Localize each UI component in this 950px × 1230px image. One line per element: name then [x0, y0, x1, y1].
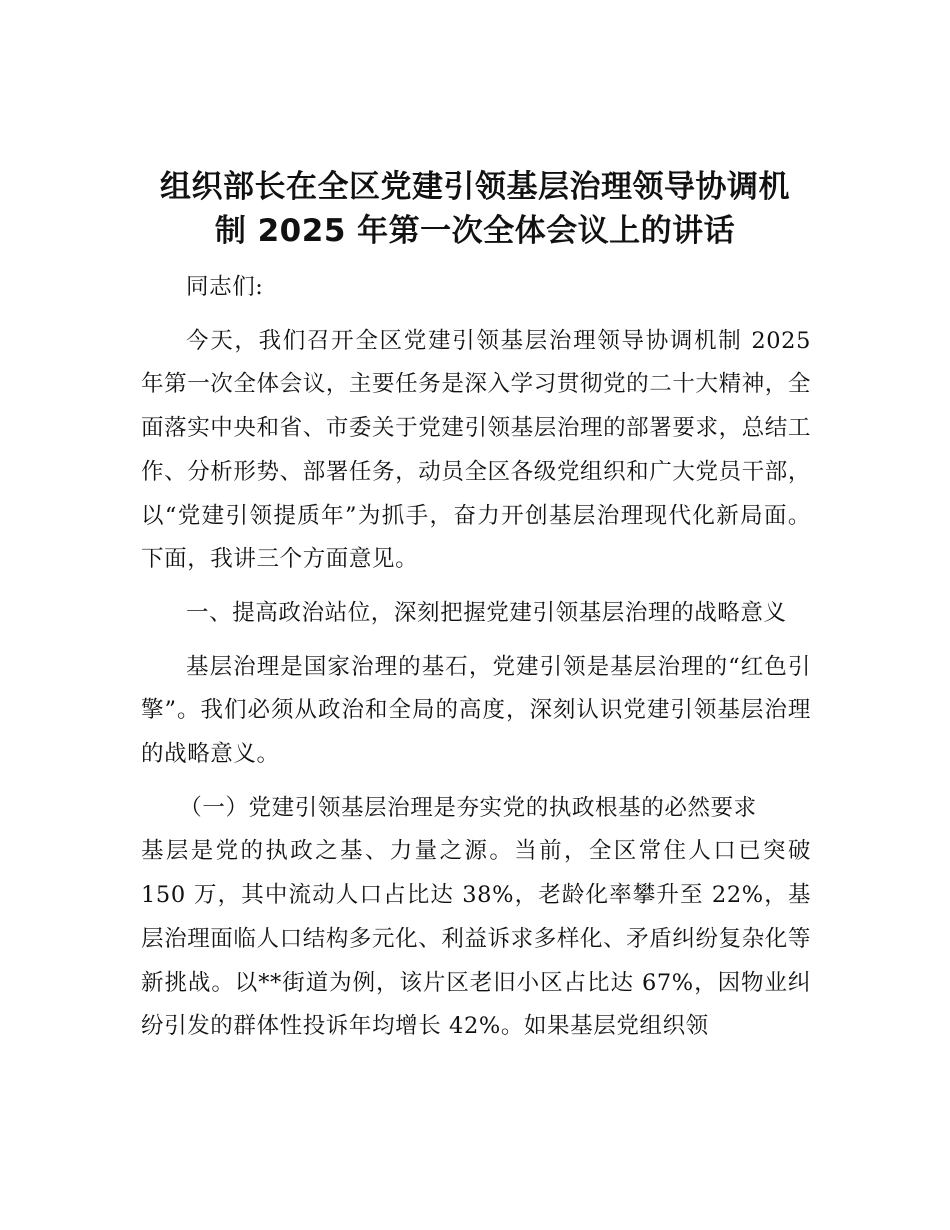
paragraph-subsection-body: 基层是党的执政之基、力量之源。当前，全区常住人口已突破 150 万，其中流动人口占比达 38%，老龄化率攀升至 22%，基层治理面临人口结构多元化、利益诉求多样化、矛盾纠纷复杂化等新挑战。以**街道为例，该片区老旧小区占比达 67%，因物业纠纷引发的群体性投诉年均增长 42%。如果基层党组织领 — [141, 838, 811, 1040]
document-title — [140, 165, 810, 253]
paragraph-section-intro: 基层治理是国家治理的基石，党建引领是基层治理的“红色引擎”。我们必须从政治和全局的高度，深刻认识党建引领基层治理的战略意义。 — [141, 653, 811, 768]
section-heading-1: 一、提高政治站位，深刻把握党建引领基层治理的战略意义 — [186, 599, 787, 626]
paragraph-opening: 今天，我们召开全区党建引领基层治理领导协调机制 2025 年第一次全体会议，主要任务是深入学习贯彻党的二十大精神，全面落实中央和省、市委关于党建引领基层治理的部署要求，总结工作、分析形势、部署任务，动员全区各级党组织和广大党员干部，以“党建引领提质年”为抓手，奋力开创基层治理现代化新局面。下面，我讲三个方面意见。 — [141, 327, 811, 573]
document-body — [141, 266, 811, 1049]
title-line-1: 组织部长在全区党建引领基层治理领导协调机 — [160, 169, 790, 205]
title-line-2: 制 2025 年第一次全体会议上的讲话 — [214, 213, 736, 249]
subsection-heading-1: （一）党建引领基层治理是夯实党的执政根基的必然要求 — [179, 794, 757, 821]
salutation: 同志们: — [186, 274, 264, 300]
